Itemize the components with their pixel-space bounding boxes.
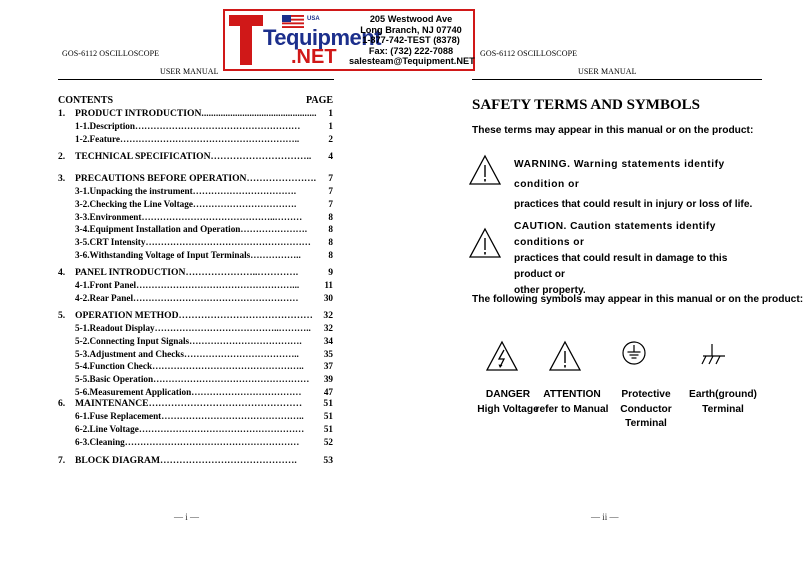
toc-subsection-page: 2 [328,133,333,144]
toc-subsection-page: 8 [328,237,333,248]
toc-leader-dots: ……………………………………………… [138,423,305,434]
toc-subsection-page: 32 [323,323,333,333]
toc-subsection-title-text: 1-1.Description [75,121,135,131]
contact-block [349,14,473,67]
contact-email[interactable]: salesteam@Tequipment.NET [349,56,475,67]
toc-subsection[interactable] [75,411,333,423]
toc-section-number: 7. [58,455,66,466]
toc-subsection-title [75,280,299,290]
toc-leader-dots: ………………………………………………….. [120,133,300,144]
toc-subsection-page: 51 [323,411,333,421]
caution-line-3: other property. [514,285,586,296]
left-header-model: GOS-6112 OSCILLOSCOPE [62,49,160,58]
toc-subsection[interactable] [75,186,333,198]
toc-section-title [75,108,317,119]
symbol-label-line: Terminal [702,403,744,415]
toc-section-page: 4 [328,151,333,162]
logo-net-suffix: .NET [291,46,337,68]
toc-leader-dots: …………………………………………… [153,374,310,385]
toc-subsection[interactable] [75,212,333,224]
toc-subsection-title [75,224,307,234]
toc-subsection[interactable] [75,349,333,361]
right-header-rule [472,79,762,80]
toc-section-title [75,151,311,162]
symbols-intro: The following symbols may appear in this manual or on the product: [472,294,804,305]
toc-subsection-title [75,186,296,196]
toc-subsection-title [75,349,299,359]
toc-leader-dots: ……………………………………………… [133,292,299,303]
toc-leader-dots: ……………………………………………… [134,121,301,131]
toc-subsection-title-text: 6-3.Cleaning [75,436,125,447]
toc-section[interactable] [58,455,333,468]
toc-subsection-title-text: 5-4.Function Check [75,361,153,372]
toc-subsection-title-text: 3-6.Withstanding Voltage of Input Terminals [75,250,251,260]
toc-subsection[interactable] [75,280,333,292]
toc-subsection-title-text: 3-3.Environment [75,211,142,222]
toc-leader-dots: ………………………………. [189,335,302,346]
toc-subsection-title [75,134,299,144]
toc-subsection-page: 34 [323,335,333,346]
toc-section-page: 9 [328,267,333,278]
toc-subsection[interactable] [75,323,333,335]
left-header-manual: USER MANUAL [160,67,219,76]
symbol-label-line: refer to Manual [535,403,609,415]
toc-subsection-page: 8 [328,211,333,222]
toc-leader-dots: ……………………………………..……… [141,211,303,222]
caution-text [514,219,766,299]
toc-section-title [75,173,316,184]
contents-label: CONTENTS [58,95,114,106]
toc-section-number: 1. [58,108,66,119]
toc-subsection-page: 7 [328,186,333,196]
toc-section-title-text: PRODUCT INTRODUCTION [75,108,202,119]
right-header-manual: USER MANUAL [578,67,637,76]
left-page-footer: — i — [174,512,200,522]
toc-subsection-title [75,411,304,421]
toc-subsection-title-text: 5-6.Measurement Application [75,387,192,397]
toc-subsection-title-text: 4-2.Rear Panel [75,292,134,303]
toc-leader-dots: …………………..…………. [185,267,299,278]
toc-subsection-title-text: 4-1.Front Panel [75,280,137,290]
symbol-label-earth-ground [678,388,768,417]
contact-address: 205 Westwood Ave [369,14,453,24]
toc-subsection[interactable] [75,293,333,305]
toc-leader-dots: …………………. [246,173,317,184]
right-header-model: GOS-6112 OSCILLOSCOPE [480,49,578,58]
toc-subsection[interactable] [75,437,333,449]
toc-subsection-page: 7 [328,198,333,209]
toc-section[interactable] [58,173,333,186]
logo-wordmark: Tequipment [263,25,382,50]
right-page-footer: — ii — [591,512,619,522]
symbol-label-line: Earth(ground) [689,389,757,400]
toc-subsection-title [75,387,301,397]
toc-section-title-text: PRECAUTIONS BEFORE OPERATION [75,173,247,184]
toc-subsection[interactable] [75,374,333,386]
toc-section-title-text: BLOCK DIAGRAM [75,455,161,466]
symbol-label-line: ATTENTION [543,389,601,400]
toc-subsection-title [75,212,302,222]
toc-section[interactable] [58,310,333,323]
toc-leader-dots: ………………………….. [210,151,312,162]
symbol-label-line: High Voltage [477,403,539,415]
toc-section-title [75,310,313,321]
toc-leader-dots: ……………………………………. [160,455,297,466]
toc-section-title [75,455,297,466]
toc-subsection-page: 30 [323,292,333,303]
toc-subsection[interactable] [75,361,333,373]
toc-subsection-title [75,199,296,209]
contact-fax: Fax: (732) 222-7088 [368,45,454,56]
toc-section[interactable] [58,108,333,121]
toc-section-title [75,267,298,278]
toc-subsection-title-text: 5-3.Adjustment and Checks [75,348,184,359]
warning-line-1: WARNING. Warning statements identify condition or [514,159,725,190]
toc-leader-dots: ………………………………………….. [152,361,304,372]
toc-subsection[interactable] [75,121,333,133]
toc-leader-dots: …………….. [250,250,301,260]
toc-leader-dots: ……………………………………….. [161,411,304,421]
toc-section-page: 7 [328,173,333,184]
tequipment-banner [223,9,475,71]
symbol-label-line: DANGER [485,389,531,400]
terms-intro: These terms may appear in this manual or on the product: [472,125,754,136]
toc-section-page: 53 [323,455,333,466]
toc-section[interactable] [58,398,333,411]
toc-subsection-page: 39 [323,374,333,385]
toc-section-number: 4. [58,267,66,278]
toc-subsection-title-text: 3-1.Unpacking the instrument [75,186,193,196]
toc-section-title [75,398,302,409]
toc-section-title-text: PANEL INTRODUCTION [75,267,186,278]
toc-subsection-title-text: 5-5.Basic Operation [75,374,154,385]
toc-leader-dots: ……………………………………………… [145,237,311,248]
left-header-rule [58,79,334,80]
toc-leader-dots: ……………………………. [192,186,297,196]
toc-leader-dots: ……………………………. [192,198,297,209]
toc-subsection-title-text: 1-2.Feature [75,133,120,144]
toc-subsection-title [75,374,309,384]
high-voltage-icon [485,340,519,372]
toc-subsection-title-text: 3-5.CRT Intensity [75,237,146,248]
toc-subsection-title [75,237,311,247]
toc-subsection[interactable] [75,250,333,262]
earth-ground-icon [698,340,728,370]
toc-leader-dots: …………………. [240,224,308,235]
toc-subsection[interactable] [75,424,333,436]
toc-subsection-title-text: 3-4.Equipment Installation and Operation [75,224,241,235]
contact-city: Long Branch, NJ 07740 [360,24,462,35]
warning-line-2: practices that could result in injury or loss of life. [514,199,753,210]
toc-leader-dots: ……………………………………………... [136,280,300,290]
toc-subsection-page: 47 [323,387,333,397]
symbol-label-line: Conductor [620,403,672,415]
toc-subsection-title [75,293,298,303]
toc-leader-dots: ……………………………… [191,387,302,397]
toc-subsection[interactable] [75,224,333,236]
toc-subsection-title-text: 6-1.Fuse Replacement [75,411,162,421]
toc-section-title-text: TECHNICAL SPECIFICATION [75,151,211,162]
page-label: PAGE [306,95,334,106]
toc-section-number: 6. [58,398,66,409]
toc-subsection[interactable] [75,199,333,211]
safety-title: SAFETY TERMS AND SYMBOLS [472,97,700,113]
toc-subsection-title [75,361,304,371]
toc-subsection-page: 35 [323,348,333,359]
toc-subsection-title [75,323,311,333]
toc-section[interactable] [58,151,333,164]
toc-subsection-page: 1 [328,121,333,131]
toc-section-page: 51 [323,398,333,409]
toc-subsection-page: 8 [328,250,333,260]
contact-phone: 1-877-742-TEST (8378) [362,35,460,46]
toc-subsection-page: 51 [323,423,333,434]
flag-usa-text: USA [307,16,320,22]
toc-section-title-text: MAINTENANCE [75,398,149,409]
toc-subsection[interactable] [75,237,333,249]
symbol-label-line: Protective [621,389,671,400]
toc-subsection-title-text: 5-2.Connecting Input Signals [75,335,190,346]
toc-section-page: 32 [323,310,333,321]
toc-section[interactable] [58,267,333,280]
toc-section-title-text: OPERATION METHOD [75,310,179,321]
toc-leader-dots: ……………………………….. [184,348,299,359]
toc-subsection-page: 11 [324,280,333,290]
toc-subsection-title [75,250,301,260]
attention-icon [548,340,582,372]
toc-section-number: 5. [58,310,66,321]
toc-section-number: 3. [58,173,66,184]
toc-subsection-title [75,437,299,447]
toc-leader-dots: …………………………………..……….. [154,323,311,333]
toc-leader-dots: ………………………………………… [148,398,303,409]
toc-leader-dots: ................................................ [201,108,317,119]
toc-leader-dots: ………………………………………………… [124,436,300,447]
toc-section-page: 1 [328,108,333,119]
toc-leader-dots: …………………………………… [178,310,313,321]
warning-text [514,155,764,215]
toc-subsection-title [75,336,302,346]
toc-subsection-title-text: 6-2.Line Voltage [75,423,139,434]
toc-subsection-title-text: 5-1.Readout Display [75,323,155,333]
tequipment-t-logo [229,13,265,67]
symbol-label-line: Terminal [625,418,667,429]
toc-subsection-page: 52 [323,436,333,447]
toc-subsection[interactable] [75,336,333,348]
toc-subsection-title-text: 3-2.Checking the Line Voltage [75,198,193,209]
caution-line-2: practices that could result in damage to this product or [514,253,728,280]
toc-section-number: 2. [58,151,66,162]
toc-subsection-title [75,424,304,434]
toc-subsection[interactable] [75,134,333,146]
caution-triangle-icon [468,227,502,259]
caution-line-1: CAUTION. Caution statements identify conditions or [514,221,716,248]
toc-subsection-page: 8 [328,224,333,235]
protective-conductor-icon [621,340,647,366]
warning-triangle-icon [468,154,502,186]
toc-subsection-title [75,121,300,131]
toc-subsection-page: 37 [323,361,333,372]
